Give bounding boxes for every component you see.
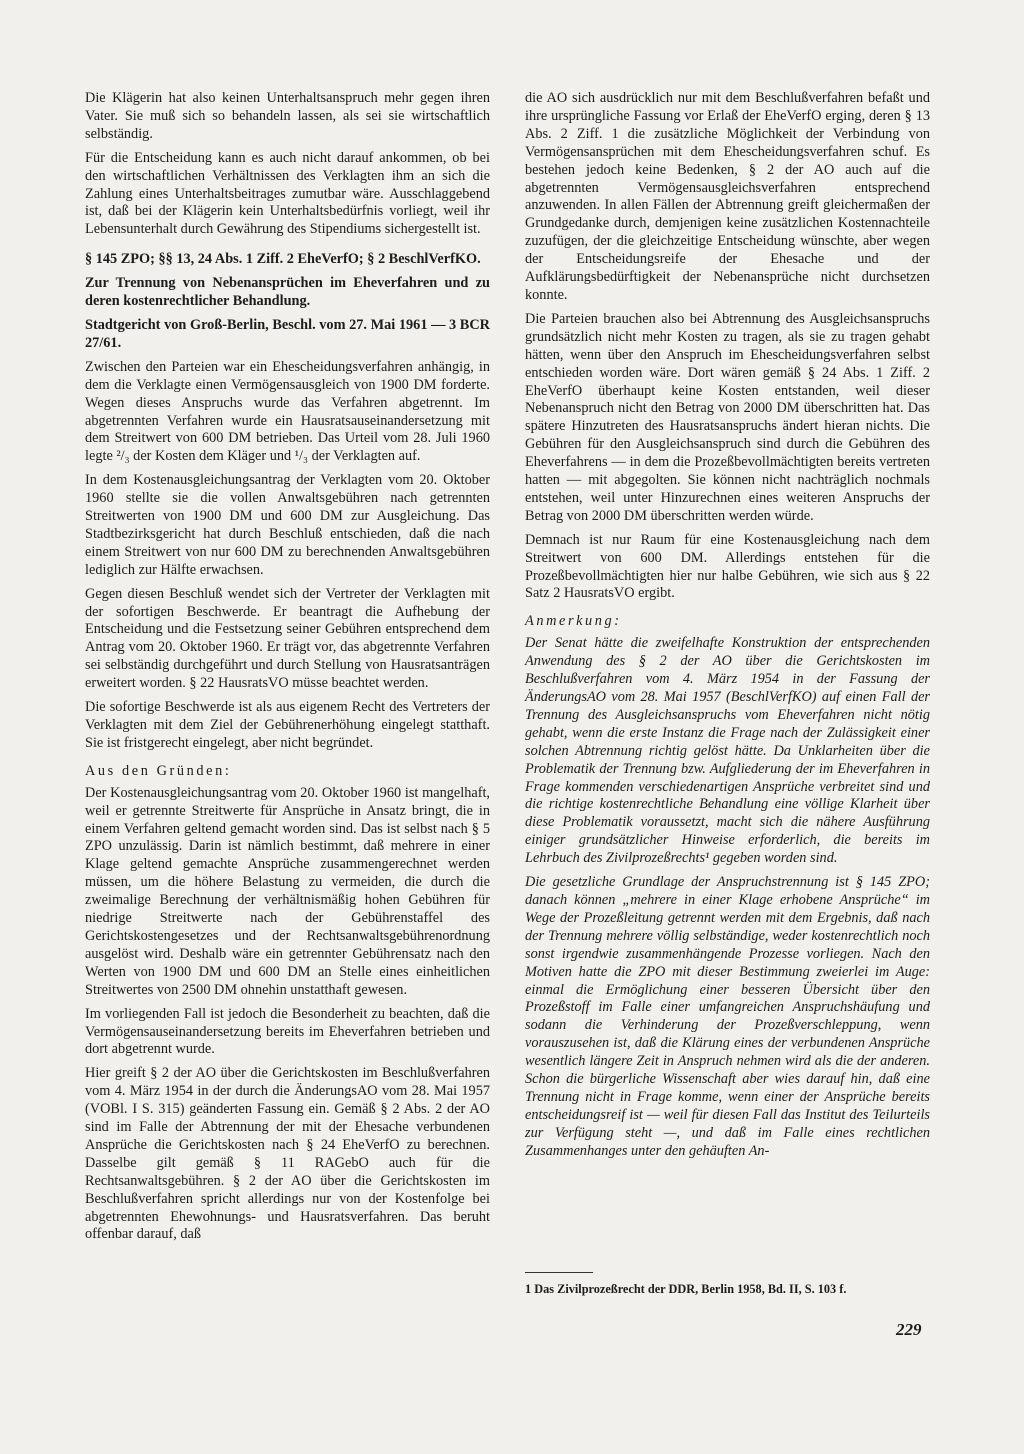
footnote-divider (525, 1272, 593, 1273)
paragraph: In dem Kostenausgleichungsantrag der Verklagten vom 20. Oktober 1960 stellte sie die vollen Anwaltsgebühren nach getrennten Streitwerten von 1900 DM und 600 DM zur Ausgleichung. Das Stadtbezirksgericht hat durch Beschluß entschieden, daß die nach einem Streitwert von nur 600 DM zu berechnenden Anwaltsgebühren lediglich zur Hälfte erwachsen. (85, 472, 490, 578)
note-paragraph: Die gesetzliche Grundlage der Anspruchstrennung ist § 145 ZPO; danach können „mehrere in einer Klage erhobene Ansprüche“ im Wege der Prozeßleitung getrennt werden mit dem Ergebnis, daß nach der Trennung mehrere völlig selbständige, weder kostenrechtlich noch sonst irgendwie zusammenhängende Prozesse vorliegen. Nach den Motiven hatte die ZPO mit dieser Bestimmung zweierlei im Auge: einmal die Ermöglichung einer besseren Übersicht über den Prozeßstoff im Falle einer umfangreichen Anspruchshäufung und sodann die Verhinderung der Prozeßverschleppung, wenn vorauszusehen ist, daß die Klärung eines der verbundenen Ansprüche wesentlich längere Zeit in Anspruch nehmen wird als die der anderen. Schon die bürgerliche Wissenschaft aber wies darauf hin, daß eine Trennung nicht in Frage komme, wenn einer der Ansprüche bereits entscheidungsreif ist — weil für diesen Fall das Institut des Teilurteils zur Verfügung steht —, und daß im Falle eines rechtlichen Zusammenhanges unter den gehäuften An- (525, 874, 930, 1159)
paragraph: Die Parteien brauchen also bei Abtrennung des Ausgleichsanspruchs grundsätzlich nicht mehr Kosten zu tragen, als sie zu tragen gehabt hätten, wenn über den Anspruch im Ehescheidungsverfahren selbst entschieden worden wäre. Dort wären gemäß § 24 Abs. 1 Ziff. 2 EheVerfO überhaupt keine Kosten entstanden, weil dieser Nebenanspruch nicht den Betrag von 2000 DM überschritten hat. Das spätere Hinzutreten des Hausratsanspruchs ändert hieran nichts. Die Gebühren für den Ausgleichsanspruch sind durch die Gebühren des Eheverfahrens — in dem die Prozeßbevollmächtigten bereits vertreten hatten — mit abgegolten. Sie können nicht nachträglich nochmals entstehen, weil unter Hinzurechnen eines weiteren Anspruchs der Betrag von 2000 DM überschritten werden würde. (525, 310, 930, 524)
paragraph: Der Kostenausgleichungsantrag vom 20. Oktober 1960 ist mangelhaft, weil er getrennte Streitwerte für Ansprüche in Ansatz bringt, die in einem Verfahren geltend gemacht worden sind. Das ist selbst nach § 5 ZPO unzulässig. Darin ist nämlich bestimmt, daß mehrere in einer Klage geltend gemachte Ansprüche zusammengerechnet werden müssen, um die höhere Belastung zu vermeiden, die durch die zweimalige Berechnung der verhältnismäßig hohen Gebühren für niedrige Streitwerte nach der Gebührenstaffel des Gerichtskostengesetzes und der Rechtsanwaltsgebührenordnung ausgelöst wird. Deshalb wäre ein getrennter Gebührensatz nach den Werten von 1900 DM und 600 DM an Stelle eines einheitlichen Streitwertes von 2500 DM ohnehin unstatthaft gewesen. (85, 784, 490, 998)
paragraph: die AO sich ausdrücklich nur mit dem Beschlußverfahren befaßt und ihre ursprüngliche Fassung vor Erlaß der EheVerfO erging, deren § 13 Abs. 2 Ziff. 1 die zusätzliche Möglichkeit der Verbindung von Vermögensansprüchen mit dem Ehescheidungsverfahren schuf. Es bestehen jedoch keine Bedenken, § 2 der AO auch auf die abgetrennten Vermögensausgleichsverfahren entsprechend anzuwenden. In allen Fällen der Abtrennung greift gleichermaßen der Grundgedanke durch, demjenigen keine zusätzlichen Kostennachteile zuzufügen, der die gleichzeitige Entscheidung wünschte, aber wegen der Entscheidungsreife der Ehesache und der Aufklärungsbedürftigkeit der Nebenansprüche nicht durchsetzen konnte. (525, 90, 930, 303)
headnote: Zur Trennung von Nebenansprüchen im Eheverfahren und zu deren kostenrechtlicher Behandlung. (85, 275, 490, 310)
paragraph: Für die Entscheidung kann es auch nicht darauf ankommen, ob bei den wirtschaftlichen Verhältnissen des Verklagten ihm an sich die Zahlung eines Unterhaltsbeitrages zumutbar wäre. Ausschlaggebend ist, daß bei der Klägerin kein Unterhaltsbedürfnis vorliegt, weil ihr Lebensunterhalt durch Gewährung des Stipendiums sichergestellt ist. (85, 149, 490, 238)
section-heading: Aus den Gründen: (85, 762, 232, 779)
left-column (85, 90, 490, 1250)
footnote: 1 Das Zivilprozeßrecht der DDR, Berlin 1958, Bd. II, S. 103 f. (525, 1282, 847, 1296)
note-paragraph: Der Senat hätte die zweifelhafte Konstruktion der entsprechenden Anwendung des § 2 der AO über die Gerichtskosten im Beschlußverfahren vom 4. März 1954 in der Fassung der ÄnderungsAO vom 28. Mai 1957 (BeschlVerfKO) auf einen Fall der Trennung des Ausgleichsanspruchs vom Eheverfahren nicht nötig gehabt, wenn die erste Instanz die Frage nach der Zulässigkeit einer solchen Abtrennung richtig gelöst hätte. Da Unklarheiten über die Problematik der Trennung bzw. Aufgliederung der im Eheverfahren in Frage kommenden verschiedenartigen Ansprüche verbreitet sind und die richtige kostenrechtliche Behandlung eine völlige Klarheit über diese Problematik voraussetzt, macht sich die nähere Ausführung einiger grundsätzlicher Hinweise erforderlich, die bereits im Lehrbuch des Zivilprozeßrechts¹ gegeben worden sind. (525, 635, 930, 867)
note-heading: Anmerkung: (525, 613, 622, 630)
paragraph: Die Klägerin hat also keinen Unterhaltsanspruch mehr gegen ihren Vater. Sie muß sich so behandeln lassen, als sei sie wirtschaftlich selbständig. (85, 90, 490, 142)
paragraph: Im vorliegenden Fall ist jedoch die Besonderheit zu beachten, daß die Vermögensauseinandersetzung bereits im Eheverfahren betrieben und dort abgetrennt wurde. (85, 1005, 490, 1058)
right-column (525, 90, 930, 1167)
paragraph: Zwischen den Parteien war ein Ehescheidungsverfahren anhängig, in dem die Verklagte einen Vermögensausgleich von 1900 DM forderte. Wegen dieses Anspruchs wurde das Verfahren abgetrennt. Im abgetrennten Verfahren wurde ein Hausratsauseinandersetzung mit dem Streitwert von 600 DM betrieben. Das Urteil vom 28. Juli 1960 legte ²/₃ der Kosten dem Kläger und ¹/₃ der Verklagten auf. (85, 358, 490, 465)
paragraph: Die sofortige Beschwerde ist als aus eigenem Recht des Vertreters der Verklagten mit dem Ziel der Gebührenerhöhung eingelegt statthaft. Sie ist fristgerecht eingelegt, aber nicht begründet. (85, 699, 490, 751)
legal-citation: § 145 ZPO; §§ 13, 24 Abs. 1 Ziff. 2 EheVerfO; § 2 BeschlVerfKO. (85, 251, 481, 268)
paragraph: Gegen diesen Beschluß wendet sich der Vertreter der Verklagten mit der sofortigen Beschwerde. Er beantragt die Aufhebung der Entscheidung und die Festsetzung seiner Gebühren entsprechend dem Antrag vom 20. Oktober 1960. Er trägt vor, das abgetrennte Verfahren sei selbständig durchgeführt und durch Stellung von Hausratsanträgen erweitert worden. § 22 HausratsVO müsse beachtet werden. (85, 585, 490, 692)
paragraph: Hier greift § 2 der AO über die Gerichtskosten im Beschlußverfahren vom 4. März 1954 in der durch die ÄnderungsAO vom 28. Mai 1957 (VOBl. I S. 315) geänderten Fassung ein. Gemäß § 2 Abs. 2 der AO sind im Falle der Abtrennung der mit der Ehesache verbundenen Ansprüche die Gerichtskosten nach § 24 EheVerfO zu berechnen. Dasselbe gilt gemäß § 11 RAGebO auch für die Rechtsanwaltsgebühren. § 2 der AO über die Gerichtskosten im Beschlußverfahren spricht allerdings nur von der Kostenfolge bei abgetrennten Ehewohnungs- und Hausratsverfahren. Das beruht offenbar darauf, daß (85, 1065, 490, 1243)
page-number: 229 (896, 1320, 922, 1339)
paragraph: Demnach ist nur Raum für eine Kostenausgleichung nach dem Streitwert von 600 DM. Allerdings entstehen für die Prozeßbevollmächtigten hier nur halbe Gebühren, wie sich aus § 22 Satz 2 HausratsVO ergibt. (525, 531, 930, 602)
court-reference: Stadtgericht von Groß-Berlin, Beschl. vom 27. Mai 1961 — 3 BCR 27/61. (85, 316, 490, 351)
